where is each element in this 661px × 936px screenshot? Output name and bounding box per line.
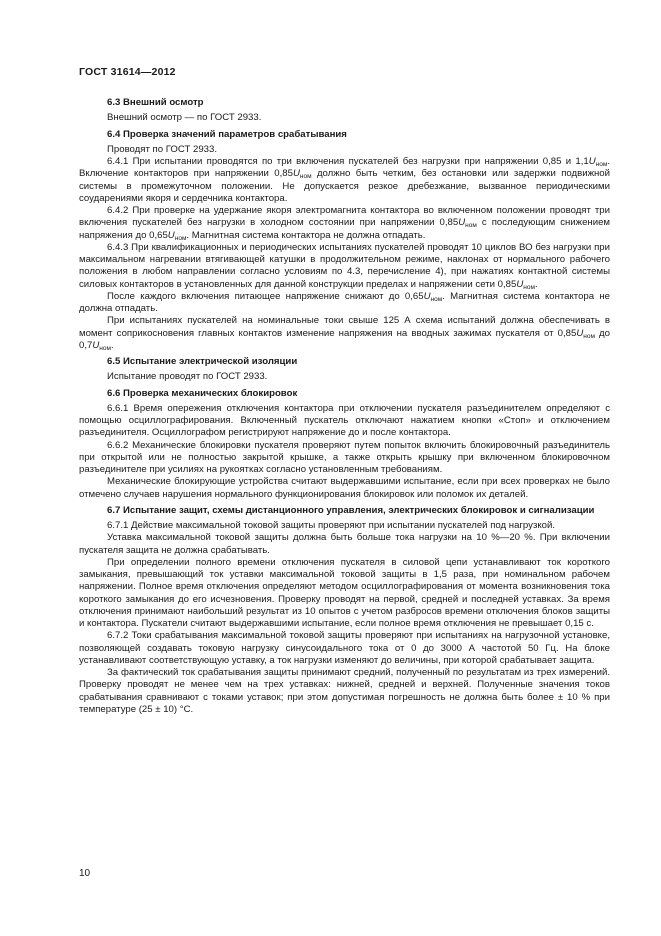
section-heading-6-7: 6.7 Испытание защит, схемы дистанционного управления, электрических блокировок и сигнализации	[107, 504, 595, 516]
paragraph-6-6-2: 6.6.2 Механические блокировки пускателя проверяют путем попыток включить блокировочный разъединитель при открытой или не полностью закрытой крышке, а также открыть крышку при включенном блокировочном разъединителе при усилиях на рукоятках согласно установленным требованиям.	[79, 439, 610, 475]
paragraph: Испытание проводят по ГОСТ 2933.	[107, 371, 268, 383]
paragraph-6-6-1: 6.6.1 Время опережения отключения контактора при отключении пускателя разъединителем определяют с помощью осциллографирования. Включенный пускатель отключают нажатием кнопки «Стоп» и отключением разъединителя. Осциллографом регистрируют напряжение до и после контактора.	[79, 402, 610, 439]
page-number: 10	[79, 868, 91, 879]
paragraph: Внешний осмотр — по ГОСТ 2933.	[107, 112, 262, 124]
paragraph: Проводят по ГОСТ 2933.	[107, 143, 217, 155]
paragraph: Уставка максимальной токовой защиты должна быть больше тока нагрузки на 10 %—20 %. При включении пускателя защита не должна срабатывать.	[79, 532, 610, 556]
paragraph: При испытаниях пускателей на номинальные токи свыше 125 А схема испытаний должна обеспечивать в момент соприкосновения главных контактов изменение напряжения на вводных зажимах пускателя от $0,85U_{ном}$ до $0,7U_{ном}$.	[79, 315, 610, 352]
paragraph-6-7-1: 6.7.1 Действие максимальной токовой защиты проверяют при испытании пускателей под нагрузкой.	[107, 520, 556, 531]
paragraph-6-7-2: 6.7.2 Токи срабатывания максимальной токовой защиты проверяют при испытаниях на нагрузочной установке, позволяющей создавать токовую нагрузку синусоидального тока от 0 до 3000 А частотой 50 Гц. На блоке устанавливают соответствующую уставку, а ток нагрузки изменяют до величины, при которой срабатывает защита.	[79, 630, 610, 666]
paragraph: Механические блокирующие устройства считают выдержавшими испытание, если при всех проверках не было отмечено случаев нарушения нормального функционирования блокировок или поломок их деталей.	[79, 476, 610, 500]
section-heading-6-6: 6.6 Проверка механических блокировок	[107, 387, 298, 399]
paragraph: После каждого включения питающее напряжение снижают до $0,65U_{ном}$. Магнитная система контактора не должна отпадать.	[79, 290, 610, 314]
standard-header: ГОСТ 31614—2012	[79, 66, 176, 78]
paragraph: За фактический ток срабатывания защиты принимают средний, полученный по результатам из трех измерений. Проверку проводят не менее чем на трех уставках: нижней, средней и верхней. Полученные значения токов срабатывания сравнивают с токами уставок; при этом допустимая погрешность не должна быть более ± 10 % при температуре (25 ± 10) °С.	[79, 667, 610, 715]
section-heading-6-5: 6.5 Испытание электрической изоляции	[107, 356, 298, 367]
section-heading-6-4: 6.4 Проверка значений параметров срабатывания	[107, 128, 347, 140]
paragraph: При определении полного времени отключения пускателя в силовой цепи устанавливают ток короткого замыкания, превышающий ток уставки максимальной токовой защиты в 1,5 раза, при номинальном рабочем напряжении. Полное время отключения определяют методом осциллографирования от момента возникновения тока короткого замыкания до его исчезновения. Проверку проводят на первой, средней и последней уставках. За время отключения принимают наибольший результат из 10 опытов с учетом разбросов времени отключения блоков защиты и контактора. Пускатели считают выдержавшими испытание, если полное время отключения не превышает 0,15 с.	[79, 556, 610, 629]
paragraph-6-4-1: 6.4.1 При испытании проводятся по три включения пускателей без нагрузки при напряжении 0,85 и $1,1U_{ном}$. Включение контакторов при напряжении $0,85U_{ном}$ должно быть четким, без остановки или задержки подвижной системы в промежуточном положении. Не допускается резкое дребезжание, вызванное периодическими соударениями якоря и сердечника контактора.	[79, 156, 610, 204]
paragraph-6-4-2: 6.4.2 При проверке на удержание якоря электромагнита контактора во включенном положении проводят три включения пускателей без нагрузки в холодном состоянии при напряжении $0,85U_{ном}$ с последующим снижением напряжения до $0,65U_{ном}$. Магнитная система контактора не должна отпадать.	[79, 205, 611, 242]
section-heading-6-3: 6.3 Внешний осмотр	[107, 97, 204, 108]
document-body	[79, 93, 610, 716]
paragraph-6-4-3: 6.4.3 При квалификационных и периодических испытаниях пускателей проводят 10 циклов ВО без нагрузки при максимальном нагревании втягивающей катушки в продолжительном режиме, наклонах от нормального рабочего положения в любом направлении согласно условиям по 4.3, перечисление 4), при нажатиях контактной системы силовых контакторов в установленных для данной конструкции пределах и напряжении сети $0,85U_{ном}$.	[79, 241, 610, 291]
